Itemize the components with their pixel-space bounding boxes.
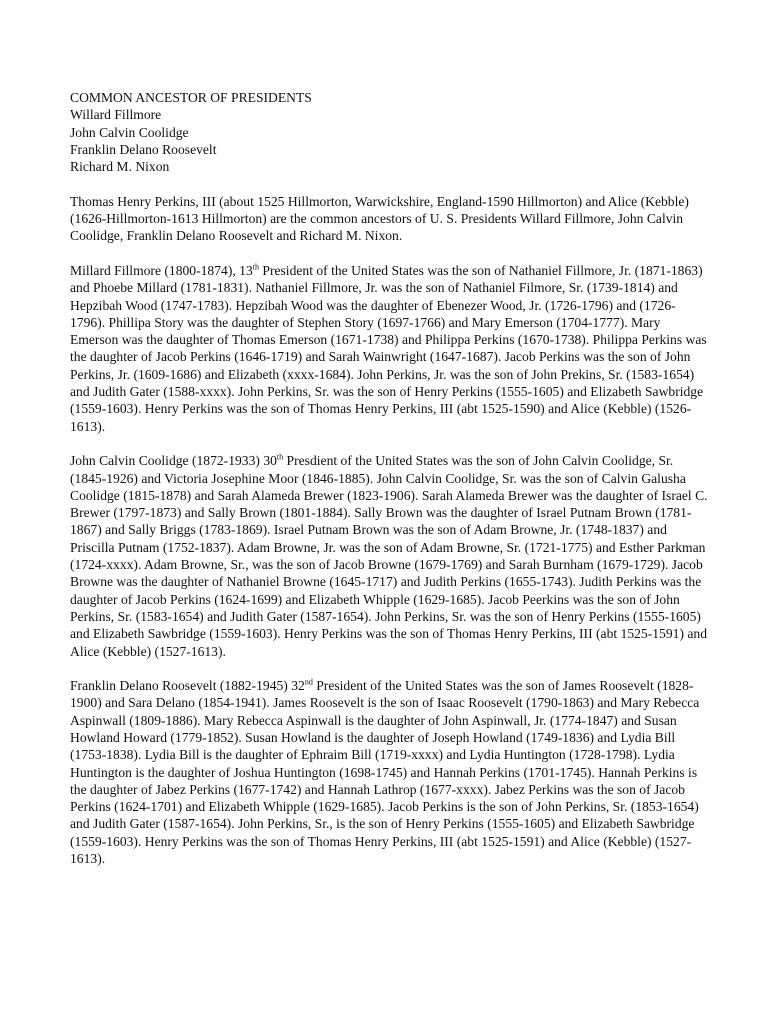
fillmore-ordinal: th	[252, 262, 259, 272]
document-page	[70, 89, 710, 867]
coolidge-paragraph	[70, 452, 710, 660]
president-name-coolidge: John Calvin Coolidge	[70, 124, 189, 140]
coolidge-lead: John Calvin Coolidge (1872-1933) 30	[70, 453, 277, 469]
president-name-roosevelt: Franklin Delano Roosevelt	[70, 141, 217, 157]
roosevelt-lead: Franklin Delano Roosevelt (1882-1945) 32	[70, 678, 305, 694]
coolidge-ordinal: th	[276, 452, 284, 462]
roosevelt-ordinal: nd	[304, 677, 313, 687]
roosevelt-text: President of the United States was the son of James Roosevelt (1828-1900) and Sara Delano (1854-1941). James Roosevelt is the son of Isaac Roosevelt (1790-1863) and Mary Rebecca Aspinwall (1809-1886). Mary Rebecca Aspinwall is the daughter of John Aspinwall, Jr. (1774-1847) and Susan Howland Howard (1779-1852). Susan Howland is the daughter of Joseph Howland (1749-1836) and Lydia Bill (1753-1838). Lydia Bill is the daughter of Ephraim Bill (1719-xxxx) and Lydia Huntington (1728-1798). Lydia Huntington is the daughter of Joshua Huntington (1698-1745) and Hannah Perkins (1701-1745). Hannah Perkins is the daughter of Jabez Perkins (1677-1742) and Hannah Lathrop (1677-xxxx). Jabez Perkins was the son of Jacob Perkins (1624-1701) and Elizabeth Whipple (1629-1685). Jacob Perkins is the son of John Perkins, Sr. (1853-1654) and Judith Gater (1587-1654). John Perkins, Sr., is the son of Henry Perkins (1555-1605) and Elizabeth Sawbridge (1559-1603). Henry Perkins was the son of Thomas Henry Perkins, III (abt 1525-1591) and Alice (Kebble) (1527-1613).	[70, 678, 700, 867]
president-name-nixon: Richard M. Nixon	[70, 159, 170, 175]
document-title: COMMON ANCESTOR OF PRESIDENTS	[70, 90, 312, 105]
heading-block	[70, 89, 710, 175]
intro-paragraph: Thomas Henry Perkins, III (about 1525 Hillmorton, Warwickshire, England-1590 Hillmorton) and Alice (Kebble) (1626-Hillmorton-1613 Hillmorton) are the common ancestors of U. S. Presidents Willard Fillmore, John Calvin Coolidge, Franklin Delano Roosevelt and Richard M. Nixon.	[70, 193, 689, 244]
coolidge-text: Presdient of the United States was the son of John Calvin Coolidge, Sr. (1845-1926) and Victoria Josephine Moor (1846-1885). John Calvin Coolidge, Sr. was the son of Calvin Galusha Coolidge (1815-1878) and Sarah Alameda Brewer (1823-1906). Sarah Alameda Brewer was the daughter of Israel C. Brewer (1797-1873) and Sally Brown (1801-1884). Sally Brown was the daughter of Israel Putnam Brown (1781-1867) and Sally Briggs (1783-1869). Israel Putnam Brown was the son of Adam Browne, Jr. (1748-1837) and Priscilla Putnam (1752-1837). Adam Browne, Jr. was the son of Adam Browne, Sr. (1721-1775) and Esther Parkman (1724-xxxx). Adam Browne, Sr., was the son of Jacob Browne (1679-1769) and Sarah Burnham (1679-1729). Jacob Browne was the daughter of Nathaniel Browne (1645-1717) and Judith Perkins (1655-1743). Judith Perkins was the daughter of Jacob Perkins (1624-1699) and Elizabeth Whipple (1629-1685). Jacob Peerkins was the son of John Perkins, Sr. (1583-1654) and Judith Gater (1587-1654). John Perkins, Sr. was the son of Henry Perkins (1555-1605) and Elizabeth Sawbridge (1559-1603). Henry Perkins was the son of Thomas Henry Perkins, III (abt 1525-1591) and Alice (Kebble) (1527-1613).	[70, 453, 708, 659]
fillmore-lead: Millard Fillmore (1800-1874), 13	[70, 262, 253, 278]
fillmore-paragraph	[70, 262, 710, 435]
president-name-fillmore: Willard Fillmore	[70, 107, 162, 123]
roosevelt-paragraph	[70, 677, 710, 867]
fillmore-text: President of the United States was the son of Nathaniel Fillmore, Jr. (1871-1863) and Phoebe Millard (1781-1831). Nathaniel Fillmore, Jr. was the son of Nathaniel Filmore, Sr. (1739-1814) and Hepzibah Wood (1747-1783). Hepzibah Wood was the daughter of Ebenezer Wood, Jr. (1726-1796) and (1726-1796). Phillipa Story was the daughter of Stephen Story (1697-1766) and Mary Emerson (1704-1777). Mary Emerson was the daughter of Thomas Emerson (1671-1738) and Philippa Perkins (1670-1738). Philippa Perkins was the daughter of Jacob Perkins (1646-1719) and Sarah Wainwright (1647-1687). Jacob Perkins was the son of John Perkins, Jr. (1609-1686) and Elizabeth (xxxx-1684). John Perkins, Jr. was the son of John Prekins, Sr. (1583-1654) and Judith Gater (1588-xxxx). John Perkins, Sr. was the son of Henry Perkins (1555-1605) and Elizabeth Sawbridge (1559-1603). Henry Perkins was the son of Thomas Henry Perkins, III (abt 1525-1590) and Alice (Kebble) (1526-1613).	[70, 262, 707, 434]
